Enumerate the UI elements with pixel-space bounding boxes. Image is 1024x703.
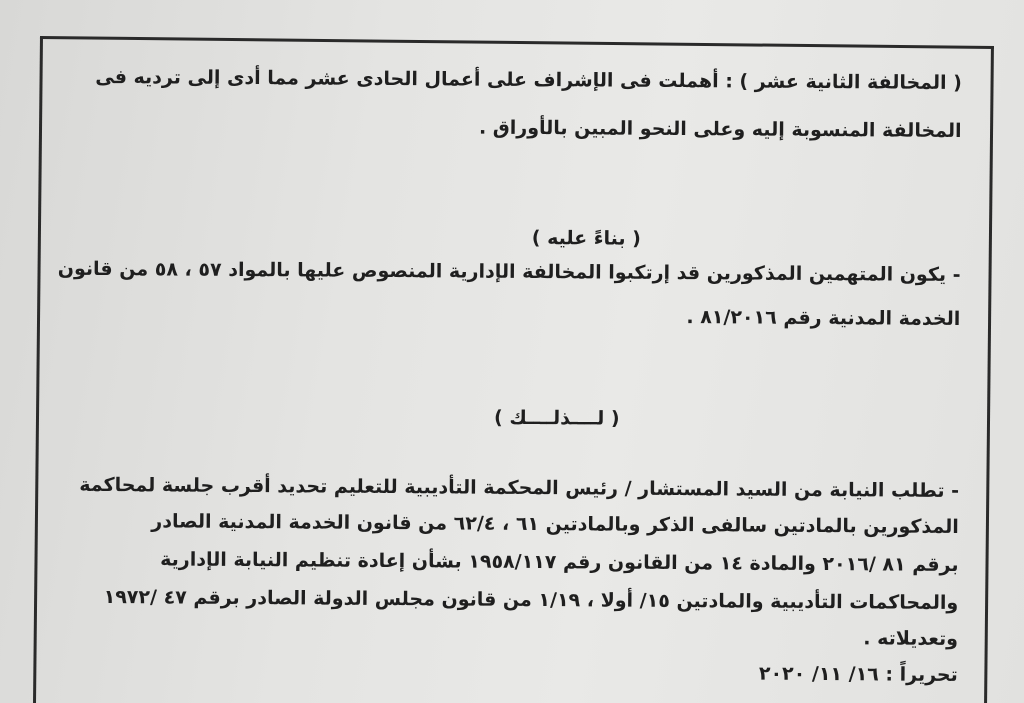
therefore-line-2: الخدمة المدنية رقم ٨١/٢٠١٦ .: [686, 306, 961, 330]
request-line-5: وتعديلاته .: [863, 627, 959, 650]
hence-heading: ( لــــذلــــك ): [493, 406, 620, 430]
therefore-heading: ( بناءً عليه ): [531, 227, 641, 250]
request-line-2: المذكورين بالمادتين سالفى الذكر وبالمادتين ٦١ ، ٦٢/٤ من قانون الخدمة المدنية الصادر: [151, 510, 959, 538]
request-line-4: والمحاكمات التأديبية والمادتين ١٥/ أولا ، ١/١٩ من قانون مجلس الدولة الصادر برقم ٤٧ /١٩٧٢: [103, 586, 959, 614]
request-line-1: - تطلب النيابة من السيد المستشار / رئيس المحكمة التأديبية للتعليم تحديد أقرب جلسة لمحاكمة: [79, 473, 960, 502]
therefore-line-1: - يكون المتهمين المذكورين قد إرتكبوا المخالفة الإدارية المنصوص عليها بالمواد ٥٧ ، ٥٨ من قانون: [57, 257, 961, 286]
violation-line-1: ( المخالفة الثانية عشر ) : أهملت فى الإشراف على أعمال الحادى عشر مما أدى إلى ترديه فى: [95, 65, 962, 94]
date-line: تحريراً : ١٦/ ١١/ ٢٠٢٠: [758, 662, 958, 686]
violation-line-2: المخالفة المنسوبة إليه وعلى النحو المبين بالأوراق .: [478, 116, 962, 142]
request-line-3: برقم ٨١ /٢٠١٦ والمادة ١٤ من القانون رقم ١٩٥٨/١١٧ بشأن إعادة تنظيم النيابة الإدارية: [160, 548, 959, 576]
